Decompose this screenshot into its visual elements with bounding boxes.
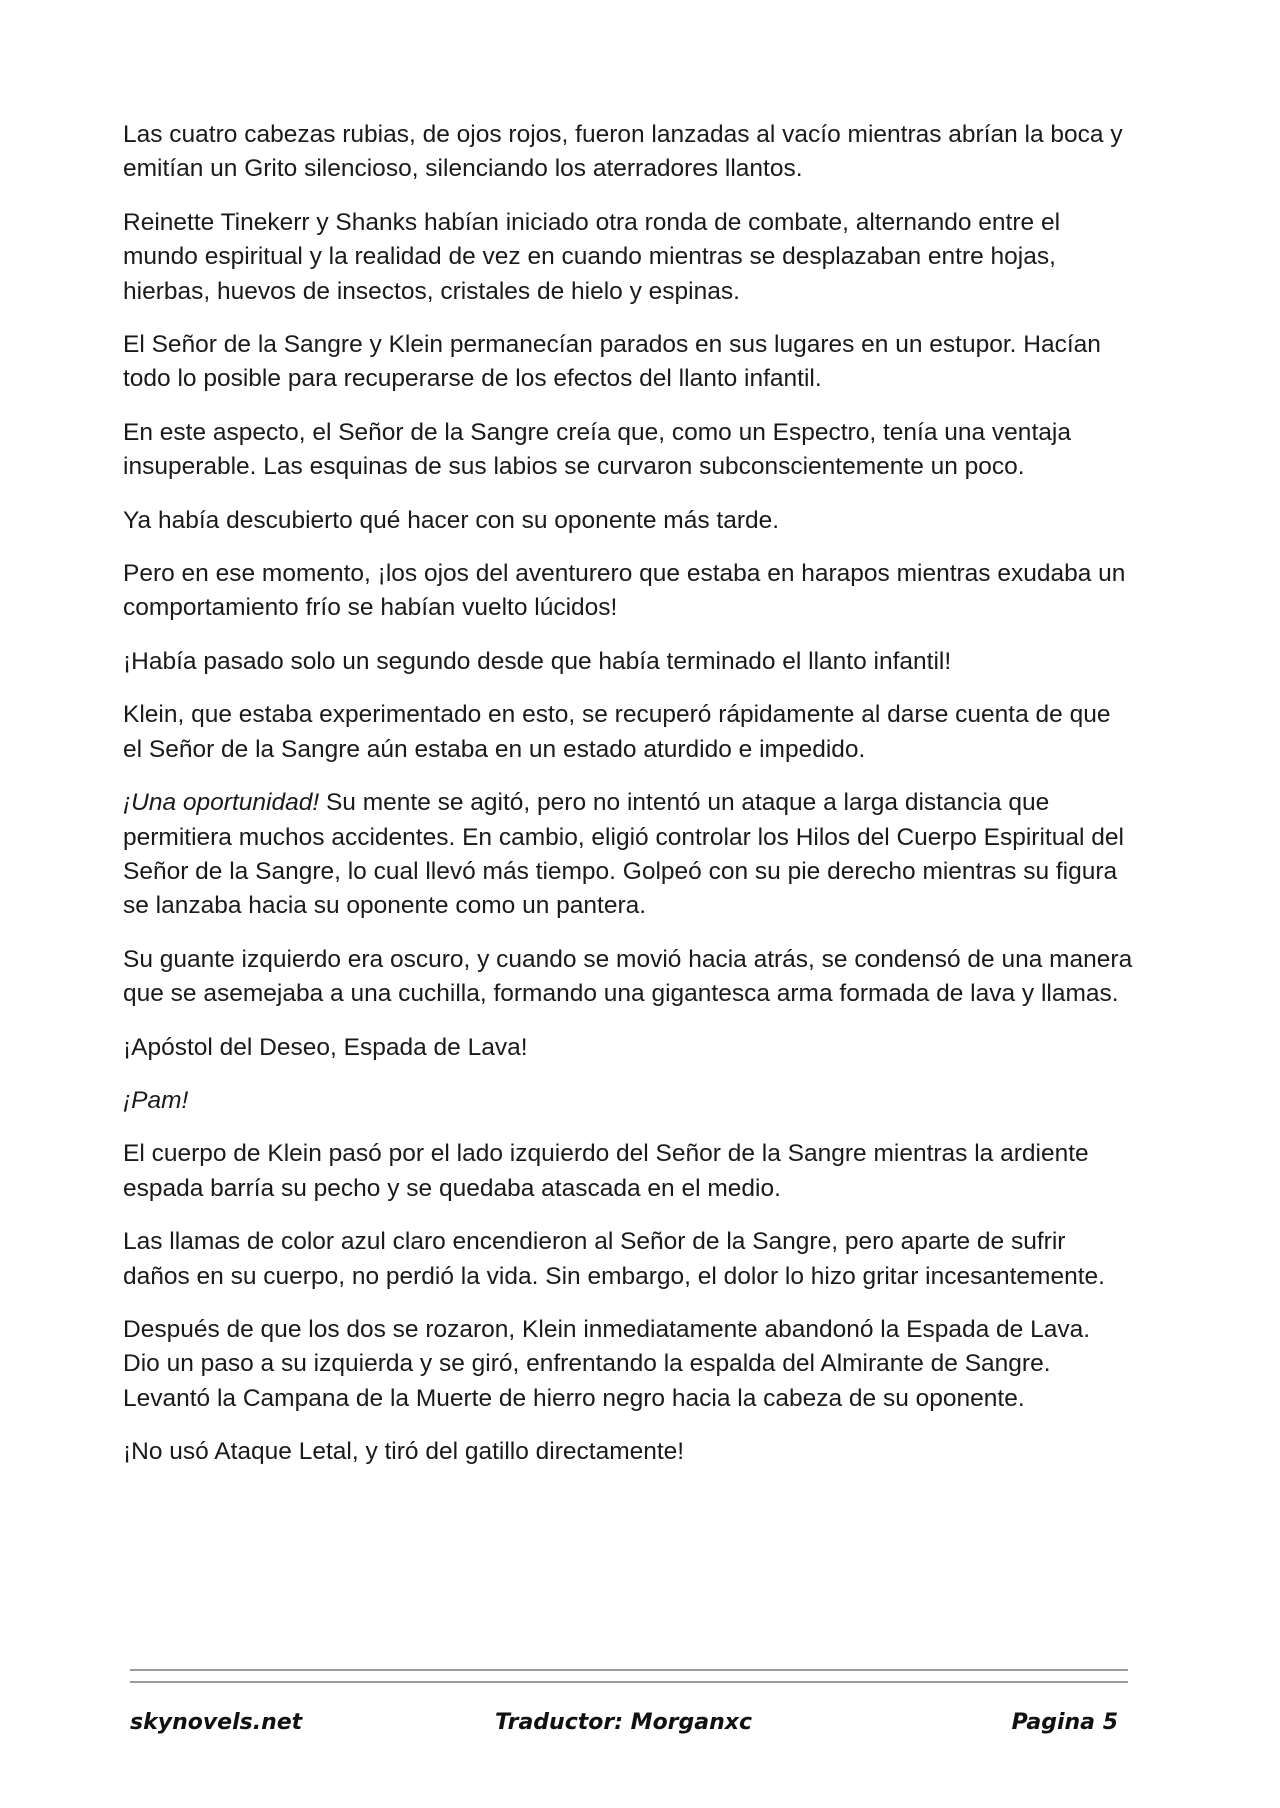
footer-site: skynovels.net	[130, 1710, 303, 1735]
footer-translator: Traductor: Morganxc	[495, 1710, 753, 1735]
paragraph: Después de que los dos se rozaron, Klein inmediatamente abandonó la Espada de Lava. Dio un paso a su izquierda y se giró, enfrentando la espalda del Almirante de Sangre. Levantó la Campana de la Muerte de hierro negro hacia la cabeza de su oponente.	[123, 1315, 1091, 1412]
paragraph: Las llamas de color azul claro encendieron al Señor de la Sangre, pero aparte de sufrir daños en su cuerpo, no perdió la vida. Sin embargo, el dolor lo hizo gritar incesantemente.	[123, 1228, 1105, 1290]
paragraph: ¡No usó Ataque Letal, y tiró del gatillo directamente!	[123, 1438, 685, 1466]
paragraph: Las cuatro cabezas rubias, de ojos rojos, fueron lanzadas al vacío mientras abrían la boca y emitían un Grito silencioso, silenciando los aterradores llantos.	[123, 121, 1123, 183]
paragraph	[123, 1084, 1133, 1118]
page-footer	[130, 1710, 1118, 1746]
footer-divider	[130, 1669, 1128, 1683]
paragraph: En este aspecto, el Señor de la Sangre creía que, como un Espectro, tenía una ventaja insuperable. Las esquinas de sus labios se curvaron subconscientemente un poco.	[123, 418, 1071, 481]
paragraph: ¡Había pasado solo un segundo desde que había terminado el llanto infantil!	[123, 647, 952, 675]
paragraph: El cuerpo de Klein pasó por el lado izquierdo del Señor de la Sangre mientras la ardiente espada barría su pecho y se quedaba atascada en el medio.	[123, 1140, 1089, 1202]
footer-page-number: Pagina 5	[1011, 1710, 1118, 1735]
paragraph: El Señor de la Sangre y Klein permanecían parados en sus lugares en un estupor. Hacían todo lo posible para recuperarse de los efectos del llanto infantil.	[123, 331, 1101, 393]
paragraph: Pero en ese momento, ¡los ojos del aventurero que estaba en harapos mientras exudaba un comportamiento frío se habían vuelto lúcidos!	[123, 560, 1126, 622]
paragraph-text: Su mente se agitó, pero no intentó un ataque a larga distancia que permitiera muchos accidentes. En cambio, eligió controlar los Hilos del Cuerpo Espiritual del Señor de la Sangre, lo cual llevó más tiempo. Golpeó con su pie derecho mientras su figura se lanzaba hacia su oponente como un pantera.	[123, 789, 1124, 920]
footer-rule-bottom	[130, 1681, 1128, 1683]
emphasis-text: ¡Pam!	[123, 1086, 189, 1114]
paragraph: ¡Apóstol del Deseo, Espada de Lava!	[123, 1033, 528, 1061]
paragraph	[123, 786, 1133, 924]
page-body	[123, 118, 1133, 1489]
paragraph: Reinette Tinekerr y Shanks habían iniciado otra ronda de combate, alternando entre el mundo espiritual y la realidad de vez en cuando mientras se desplazaban entre hojas, hierbas, huevos de insectos, cristales de hielo y espinas.	[123, 208, 1061, 305]
paragraph: Su guante izquierdo era oscuro, y cuando se movió hacia atrás, se condensó de una manera que se asemejaba a una cuchilla, formando una gigantesca arma formada de lava y llamas.	[123, 945, 1133, 1008]
paragraph: Klein, que estaba experimentado en esto, se recuperó rápidamente al darse cuenta de que el Señor de la Sangre aún estaba en un estado aturdido e impedido.	[123, 701, 1111, 763]
emphasis-text: ¡Una oportunidad!	[123, 789, 320, 817]
paragraph: Ya había descubierto qué hacer con su oponente más tarde.	[123, 506, 780, 534]
footer-rule-top	[130, 1669, 1128, 1671]
